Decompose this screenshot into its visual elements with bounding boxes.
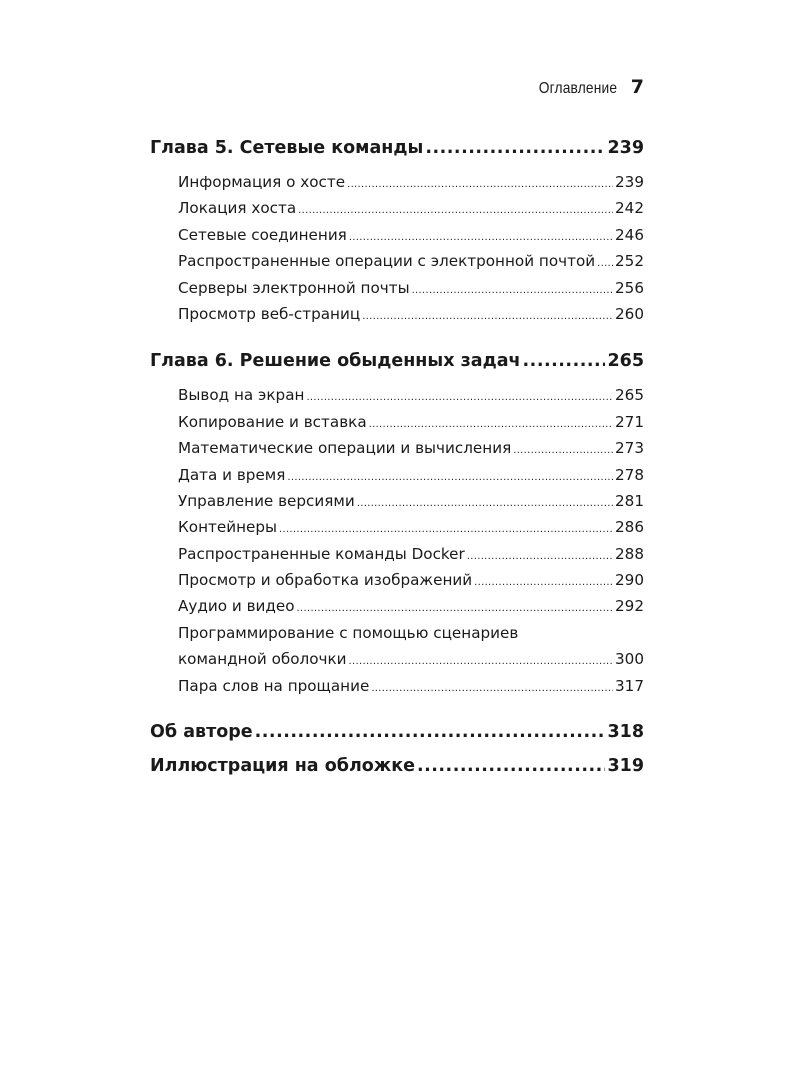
dot-leader xyxy=(347,172,613,195)
toc-chapter-page: 265 xyxy=(607,351,644,372)
dot-leader xyxy=(297,596,613,619)
toc-section-farewell[interactable] xyxy=(178,673,644,699)
dot-leader xyxy=(306,385,613,408)
dot-leader xyxy=(287,465,613,488)
toc-section-page: 265 xyxy=(615,386,644,405)
toc-section-title: Просмотр веб-страниц xyxy=(178,304,361,323)
toc-section-title: Дата и время xyxy=(178,465,286,484)
toc-section-title: Информация о хосте xyxy=(178,173,346,191)
toc-section-title: Копирование и вставка xyxy=(178,412,367,431)
toc-section-page: 273 xyxy=(615,439,644,458)
toc-section-title: Распространенные команды Docker xyxy=(178,544,465,563)
toc-section-page: 288 xyxy=(615,544,644,563)
toc-section-page: 246 xyxy=(615,225,644,244)
toc-section-version-control[interactable] xyxy=(178,488,644,514)
toc-section-page: 292 xyxy=(615,597,644,616)
toc-section-title: Вывод на экран xyxy=(178,386,305,405)
toc-section-title: Локация хоста xyxy=(178,199,297,218)
toc-cover-illustration[interactable] xyxy=(150,749,644,783)
dot-leader xyxy=(412,278,613,301)
toc-chapter-page: 239 xyxy=(607,138,644,158)
dot-leader xyxy=(523,347,606,376)
running-title: Оглавление xyxy=(538,80,617,97)
toc-section-title: Просмотр и обработка изображений xyxy=(178,571,473,590)
toc-section-web-browsing[interactable] xyxy=(178,301,644,327)
dot-leader xyxy=(298,198,613,221)
dot-leader xyxy=(369,412,613,435)
spacer xyxy=(150,699,644,715)
toc-section-title: Контейнеры xyxy=(178,518,277,537)
toc-chapter-title: Глава 6. Решение обыденных задач xyxy=(150,351,521,372)
toc-section-email-servers[interactable] xyxy=(178,275,644,301)
toc-section-page: 256 xyxy=(615,278,644,297)
toc-about-author[interactable] xyxy=(150,715,644,749)
toc-section-email-operations[interactable] xyxy=(178,248,644,274)
toc-section-page: 260 xyxy=(615,304,644,323)
toc-section-host-info[interactable] xyxy=(178,169,644,195)
toc-section-shell-scripting[interactable] xyxy=(178,620,644,673)
toc-chapter-title: Иллюстрация на обложке xyxy=(150,756,415,777)
toc-section-page: 317 xyxy=(615,676,644,695)
toc-section-docker-commands[interactable] xyxy=(178,541,644,567)
toc-section-title-line2: командной оболочки xyxy=(178,650,347,669)
dot-leader xyxy=(349,225,613,248)
dot-leader xyxy=(255,715,606,749)
toc-chapter-title: Глава 5. Сетевые команды xyxy=(150,138,424,158)
toc-section-network-connections[interactable] xyxy=(178,222,644,248)
page-number: 7 xyxy=(630,76,644,98)
dot-leader xyxy=(513,438,613,461)
toc-section-page: 242 xyxy=(615,199,644,218)
dot-leader xyxy=(362,304,613,327)
spacer xyxy=(150,327,644,347)
dot-leader xyxy=(425,134,605,163)
dot-leader xyxy=(279,517,613,540)
toc-section-title: Математические операции и вычисления xyxy=(178,439,512,458)
toc-section-host-location[interactable] xyxy=(178,195,644,221)
toc-section-page: 290 xyxy=(615,571,644,590)
toc-chapter-page: 319 xyxy=(607,756,644,777)
dot-leader xyxy=(417,749,606,783)
dot-leader xyxy=(349,649,613,672)
toc-chapter-5[interactable] xyxy=(150,134,644,163)
toc-chapter-6[interactable] xyxy=(150,347,644,376)
toc-section-containers[interactable] xyxy=(178,514,644,540)
toc-section-math[interactable] xyxy=(178,435,644,461)
toc-section-title: Пара слов на прощание xyxy=(178,676,370,695)
toc-section-audio-video[interactable] xyxy=(178,593,644,619)
running-head xyxy=(150,76,644,98)
toc-section-title: Сетевые соединения xyxy=(178,225,347,244)
toc-section-page: 252 xyxy=(615,252,644,271)
toc-section-date-time[interactable] xyxy=(178,462,644,488)
toc-section-page: 281 xyxy=(615,491,644,510)
toc-chapter-title: Об авторе xyxy=(150,722,253,743)
dot-leader xyxy=(467,544,613,567)
toc-section-title-line1: Программирование с помощью сценариев xyxy=(178,623,519,642)
toc-section-title: Аудио и видео xyxy=(178,597,295,616)
toc-section-page: 278 xyxy=(615,465,644,484)
toc-section-images[interactable] xyxy=(178,567,644,593)
toc-section-screen-output[interactable] xyxy=(178,382,644,408)
toc-section-page: 239 xyxy=(615,173,644,191)
toc-section-title: Распространенные операции с электронной почтой xyxy=(178,252,596,271)
toc-section-page: 300 xyxy=(615,650,644,669)
toc-section-title: Серверы электронной почты xyxy=(178,278,410,297)
toc-section-copy-paste[interactable] xyxy=(178,409,644,435)
dot-leader xyxy=(371,676,613,699)
dot-leader xyxy=(474,570,613,593)
dot-leader xyxy=(597,251,613,274)
toc-chapter-page: 318 xyxy=(607,722,644,743)
toc-section-page: 271 xyxy=(615,412,644,431)
toc-section-title: Управление версиями xyxy=(178,491,355,510)
dot-leader xyxy=(357,491,613,514)
toc-section-page: 286 xyxy=(615,518,644,537)
table-of-contents xyxy=(150,134,644,783)
